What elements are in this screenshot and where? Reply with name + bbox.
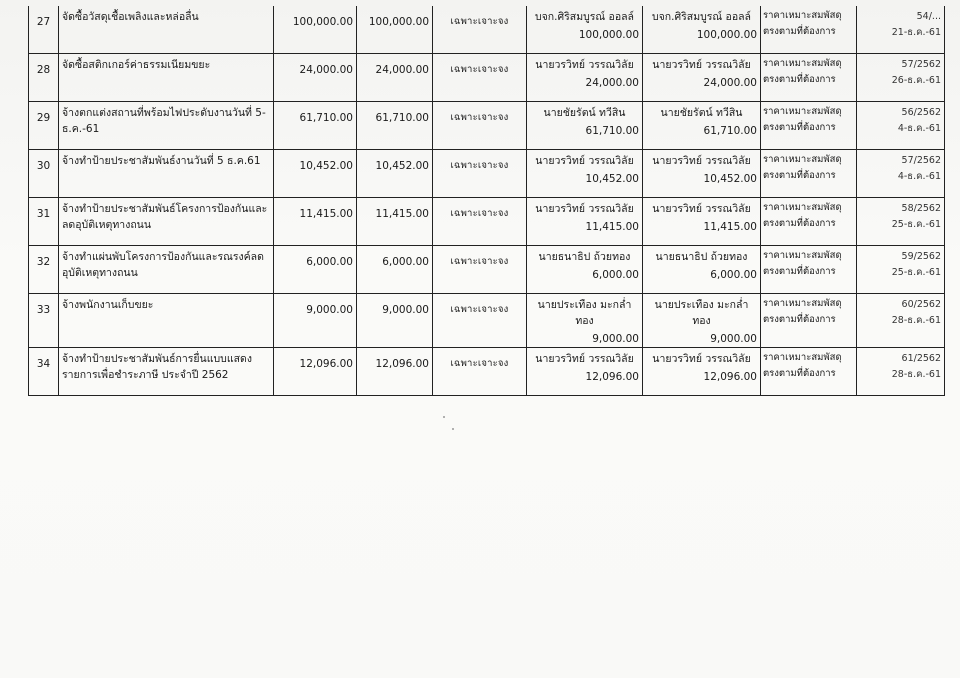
- contract-reference: [857, 102, 945, 150]
- winner-amount: 12,096.00: [703, 371, 757, 383]
- winner-name: นายวรวิทย์ วรรณวิลัย: [652, 59, 751, 71]
- reason-line-1: ราคาเหมาะสมพัสดุ: [763, 58, 842, 69]
- median-price: 10,452.00: [357, 150, 433, 198]
- procurement-method: เฉพาะเจาะจง: [433, 246, 527, 294]
- contract-date: 25-ธ.ค.-61: [891, 267, 941, 278]
- contract-reference: [857, 246, 945, 294]
- budget-amount: 100,000.00: [274, 6, 357, 54]
- table-row: [29, 54, 945, 102]
- contract-reference: [857, 198, 945, 246]
- reason-line-2: ตรงตามที่ต้องการ: [763, 218, 836, 229]
- contract-number: 58/2562: [901, 203, 941, 214]
- contract-date: 4-ธ.ค.-61: [897, 171, 941, 182]
- table-row: [29, 198, 945, 246]
- bidder-cell: [527, 6, 643, 54]
- selection-reason: [761, 102, 857, 150]
- median-price: 9,000.00: [357, 294, 433, 348]
- winner-cell: [643, 102, 761, 150]
- budget-amount: 61,710.00: [274, 102, 357, 150]
- reason-line-2: ตรงตามที่ต้องการ: [763, 122, 836, 133]
- contract-reference: [857, 348, 945, 396]
- winner-cell: [643, 6, 761, 54]
- budget-amount: 6,000.00: [274, 246, 357, 294]
- winner-name: นายวรวิทย์ วรรณวิลัย: [652, 155, 751, 167]
- winner-amount: 9,000.00: [710, 333, 757, 345]
- median-price: 11,415.00: [357, 198, 433, 246]
- budget-amount: 11,415.00: [274, 198, 357, 246]
- reason-line-1: ราคาเหมาะสมพัสดุ: [763, 202, 842, 213]
- winner-cell: [643, 150, 761, 198]
- contract-reference: [857, 150, 945, 198]
- row-number: 32: [29, 246, 59, 294]
- bidder-name: นายวรวิทย์ วรรณวิลัย: [535, 353, 634, 365]
- procurement-table: [28, 6, 945, 396]
- bidder-cell: [527, 102, 643, 150]
- contract-number: 61/2562: [901, 353, 941, 364]
- procurement-method: เฉพาะเจาะจง: [433, 150, 527, 198]
- winner-cell: [643, 246, 761, 294]
- winner-amount: 100,000.00: [696, 29, 757, 41]
- bidder-cell: [527, 198, 643, 246]
- reason-line-2: ตรงตามที่ต้องการ: [763, 26, 836, 37]
- procurement-method: เฉพาะเจาะจง: [433, 54, 527, 102]
- contract-number: 54/...: [916, 11, 941, 22]
- item-description: จ้างพนักงานเก็บขยะ: [59, 294, 274, 348]
- winner-amount: 24,000.00: [703, 77, 757, 89]
- contract-number: 57/2562: [901, 59, 941, 70]
- winner-name: บจก.ศิริสมบูรณ์ ออลล์: [651, 11, 751, 23]
- contract-reference: [857, 6, 945, 54]
- selection-reason: [761, 54, 857, 102]
- bidder-name: นายประเทือง มะกล่ำทอง: [537, 299, 632, 327]
- selection-reason: [761, 150, 857, 198]
- row-number: 33: [29, 294, 59, 348]
- procurement-method: เฉพาะเจาะจง: [433, 348, 527, 396]
- reason-line-2: ตรงตามที่ต้องการ: [763, 368, 836, 379]
- winner-amount: 61,710.00: [703, 125, 757, 137]
- scan-speck: [452, 428, 454, 430]
- bidder-cell: [527, 150, 643, 198]
- winner-name: นายชัยรัตน์ ทวีสิน: [660, 107, 743, 119]
- contract-date: 26-ธ.ค.-61: [891, 75, 941, 86]
- winner-cell: [643, 198, 761, 246]
- bidder-cell: [527, 294, 643, 348]
- contract-reference: [857, 294, 945, 348]
- procurement-method: เฉพาะเจาะจง: [433, 294, 527, 348]
- bidder-amount: 11,415.00: [585, 221, 639, 233]
- row-number: 30: [29, 150, 59, 198]
- table-row: [29, 150, 945, 198]
- bidder-cell: [527, 246, 643, 294]
- procurement-method: เฉพาะเจาะจง: [433, 198, 527, 246]
- item-description: จ้างทำแผ่นพับโครงการป้องกันและรณรงค์ลดอุบัติเหตุทางถนน: [59, 246, 274, 294]
- row-number: 27: [29, 6, 59, 54]
- item-description: จ้างทำป้ายประชาสัมพันธ์งานวันที่ 5 ธ.ค.61: [59, 150, 274, 198]
- contract-number: 56/2562: [901, 107, 941, 118]
- row-number: 34: [29, 348, 59, 396]
- procurement-method: เฉพาะเจาะจง: [433, 6, 527, 54]
- winner-cell: [643, 348, 761, 396]
- table-body: [29, 6, 945, 396]
- budget-amount: 9,000.00: [274, 294, 357, 348]
- selection-reason: [761, 294, 857, 348]
- winner-name: นายประเทือง มะกล่ำทอง: [654, 299, 749, 327]
- row-number: 29: [29, 102, 59, 150]
- bidder-amount: 10,452.00: [585, 173, 639, 185]
- item-description: จ้างตกแต่งสถานที่พร้อมไฟประดับงานวันที่ 5-ธ.ค.-61: [59, 102, 274, 150]
- bidder-amount: 24,000.00: [585, 77, 639, 89]
- contract-number: 57/2562: [901, 155, 941, 166]
- selection-reason: [761, 246, 857, 294]
- bidder-amount: 6,000.00: [592, 269, 639, 281]
- row-number: 31: [29, 198, 59, 246]
- median-price: 6,000.00: [357, 246, 433, 294]
- selection-reason: [761, 6, 857, 54]
- contract-reference: [857, 54, 945, 102]
- table-row: [29, 294, 945, 348]
- budget-amount: 12,096.00: [274, 348, 357, 396]
- row-number: 28: [29, 54, 59, 102]
- reason-line-2: ตรงตามที่ต้องการ: [763, 266, 836, 277]
- median-price: 24,000.00: [357, 54, 433, 102]
- table-row: [29, 246, 945, 294]
- procurement-method: เฉพาะเจาะจง: [433, 102, 527, 150]
- winner-amount: 11,415.00: [703, 221, 757, 233]
- reason-line-1: ราคาเหมาะสมพัสดุ: [763, 352, 842, 363]
- reason-line-1: ราคาเหมาะสมพัสดุ: [763, 154, 842, 165]
- contract-date: 4-ธ.ค.-61: [897, 123, 941, 134]
- bidder-name: นายธนาธิป ถ้วยทอง: [538, 251, 631, 263]
- median-price: 12,096.00: [357, 348, 433, 396]
- contract-date: 25-ธ.ค.-61: [891, 219, 941, 230]
- winner-amount: 10,452.00: [703, 173, 757, 185]
- bidder-cell: [527, 348, 643, 396]
- winner-cell: [643, 294, 761, 348]
- bidder-name: นายวรวิทย์ วรรณวิลัย: [535, 59, 634, 71]
- item-description: จัดซื้อสติกเกอร์ค่าธรรมเนียมขยะ: [59, 54, 274, 102]
- reason-line-1: ราคาเหมาะสมพัสดุ: [763, 298, 842, 309]
- budget-amount: 10,452.00: [274, 150, 357, 198]
- selection-reason: [761, 348, 857, 396]
- contract-number: 59/2562: [901, 251, 941, 262]
- item-description: จ้างทำป้ายประชาสัมพันธ์โครงการป้องกันและลดอุบัติเหตุทางถนน: [59, 198, 274, 246]
- winner-cell: [643, 54, 761, 102]
- contract-date: 28-ธ.ค.-61: [891, 315, 941, 326]
- bidder-name: นายวรวิทย์ วรรณวิลัย: [535, 203, 634, 215]
- table-row: [29, 102, 945, 150]
- reason-line-2: ตรงตามที่ต้องการ: [763, 314, 836, 325]
- table-row: [29, 6, 945, 54]
- reason-line-1: ราคาเหมาะสมพัสดุ: [763, 250, 842, 261]
- winner-name: นายธนาธิป ถ้วยทอง: [655, 251, 748, 263]
- item-description: จัดซื้อวัสดุเชื้อเพลิงและหล่อลื่น: [59, 6, 274, 54]
- bidder-amount: 9,000.00: [592, 333, 639, 345]
- bidder-name: บจก.ศิริสมบูรณ์ ออลล์: [534, 11, 634, 23]
- reason-line-1: ราคาเหมาะสมพัสดุ: [763, 106, 842, 117]
- scan-speck: [443, 416, 445, 418]
- budget-amount: 24,000.00: [274, 54, 357, 102]
- selection-reason: [761, 198, 857, 246]
- reason-line-1: ราคาเหมาะสมพัสดุ: [763, 10, 842, 21]
- winner-name: นายวรวิทย์ วรรณวิลัย: [652, 353, 751, 365]
- bidder-cell: [527, 54, 643, 102]
- reason-line-2: ตรงตามที่ต้องการ: [763, 74, 836, 85]
- bidder-amount: 100,000.00: [578, 29, 639, 41]
- contract-number: 60/2562: [901, 299, 941, 310]
- median-price: 100,000.00: [357, 6, 433, 54]
- winner-name: นายวรวิทย์ วรรณวิลัย: [652, 203, 751, 215]
- median-price: 61,710.00: [357, 102, 433, 150]
- table-row: [29, 348, 945, 396]
- bidder-name: นายวรวิทย์ วรรณวิลัย: [535, 155, 634, 167]
- bidder-amount: 61,710.00: [585, 125, 639, 137]
- bidder-amount: 12,096.00: [585, 371, 639, 383]
- item-description: จ้างทำป้ายประชาสัมพันธ์การยื่นแบบแสดงรายการเพื่อชำระภาษี ประจำปี 2562: [59, 348, 274, 396]
- reason-line-2: ตรงตามที่ต้องการ: [763, 170, 836, 181]
- contract-date: 21-ธ.ค.-61: [891, 27, 941, 38]
- bidder-name: นายชัยรัตน์ ทวีสิน: [543, 107, 626, 119]
- winner-amount: 6,000.00: [710, 269, 757, 281]
- contract-date: 28-ธ.ค.-61: [891, 369, 941, 380]
